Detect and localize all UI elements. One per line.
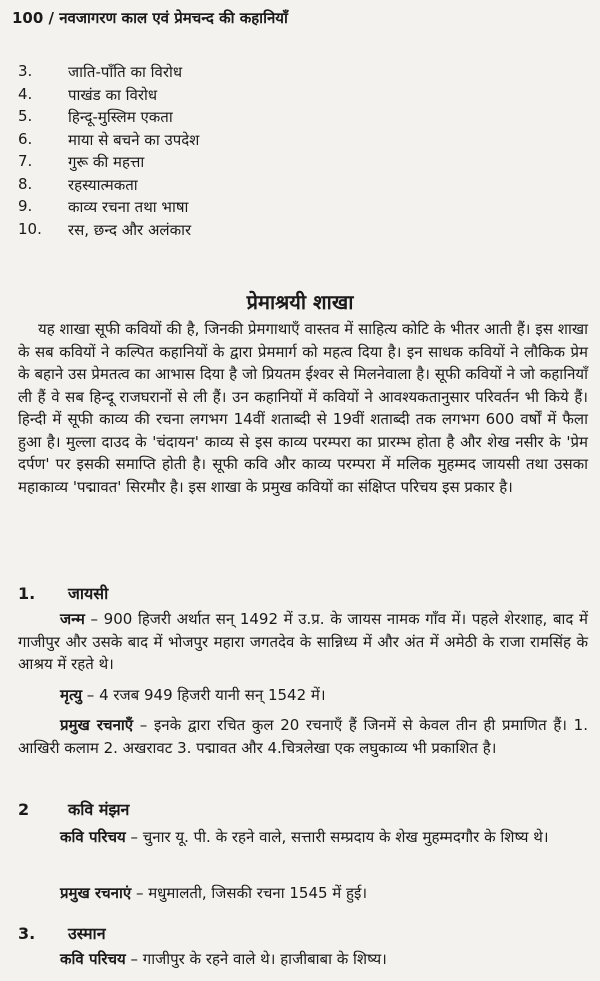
jayasi-heading: 1. जायसी [18,584,109,603]
list-item-text: माया से बचने का उपदेश [68,130,200,149]
list-item-text: जाति-पाँति का विरोध [68,63,183,81]
list-item-number: 10. [18,219,42,238]
list-item [18,85,199,108]
list-item-number: 4. [18,84,33,103]
list-item [18,197,199,220]
list-item-number: 9. [18,197,33,215]
list-item-text: हिन्दू-मुस्लिम एकता [68,108,173,126]
list-item-number: 3. [18,62,33,80]
usman-intro: कवि परिचय – गाजीपुर के रहने वाले थे। हाजीबाबा के शिष्य। [60,950,387,968]
page-header: 100 / नवजागरण काल एवं प्रेमचन्द की कहानियाँ [12,9,288,27]
list-item [18,175,199,198]
usman-heading: 3. उस्मान [18,924,106,943]
jayasi-death: मृत्यु – 4 रजब 949 हिजरी यानी सन् 1542 में। [60,686,326,704]
jayasi-birth: जन्म – 900 हिजरी अर्थात सन् 1492 में उ.प्र. के जायस नामक गाँव में। पहले शेरशाह, बाद में गाजीपुर और उसके बाद में भोजपुर महारा जगतदेव के सान्निध्य में और अंत में अमेठी के राजा रामसिंह के आश्रय में रहते थे। [18,610,588,673]
list-item-number: 8. [18,174,33,193]
jayasi-works: प्रमुख रचनाएँ – इनके द्वारा रचित कुल 20 रचनाएँ हैं जिनमें से केवल तीन ही प्रमाणित हैं। 1. आखिरी कलाम 2. अखरावट 3. पद्मावत और 4.चित्रलेखा एक लघुकाव्य भी प्रकाशित है। [18,716,588,757]
list-item [18,130,199,153]
list-item [18,107,199,130]
list-item-number: 7. [18,152,33,170]
manjhan-works: प्रमुख रचनाएं – मधुमालती, जिसकी रचना 1545 में हुई। [60,884,368,902]
manjhan-intro: कवि परिचय – चुनार यू. पी. के रहने वाले, सत्तारी सम्प्रदाय के शेख मुहम्मदगौर के शिष्य थे। [60,828,549,846]
list-item [18,220,199,243]
features-list [18,62,199,242]
intro-paragraph: यह शाखा सूफी कवियों की है, जिनकी प्रेमगाथाएँ वास्तव में साहित्य कोटि के भीतर आती हैं। इस शाखा के सब कवियों ने कल्पित कहानियों के द्वारा प्रेममार्ग को महत्व दिया है। इन साधक कवियों ने लौकिक प्रेम के बहाने उस प्रेमतत्व का आभास दिया है जो प्रियतम ईश्वर से मिलनेवाला है। सूफी कवियों ने जो कहानियाँ ली हैं वे सब हिन्दू राजघरानों से ली हैं। उन कहानियों में कवियों ने आवश्यकतानुसार परिवर्तन भी किये हैं। हिन्दी में सूफी काव्य की रचना लगभग 14वीं शताब्दी से 19वीं शताब्दी तक लगभग 600 वर्षों में फैला हुआ है। मुल्ला दाउद के 'चंदायन' काव्य से इस काव्य परम्परा का प्रारम्भ होता है और शेख नसीर के 'प्रेम दर्पण' पर इसकी समाप्ति होती है। सूफी कवि और काव्य परम्परा में मलिक मुहम्मद जायसी तथा उसका महाकाव्य 'पद्मावत' सिरमौर है। इस शाखा के प्रमुख कवियों का संक्षिप्त परिचय इस प्रकार है। [18,320,588,496]
list-item [18,62,199,85]
list-item-text: रहस्यात्मकता [68,175,138,194]
manjhan-heading: 2 कवि मंझन [18,800,130,819]
list-item-number: 6. [18,129,33,148]
list-item-number: 5. [18,107,33,125]
list-item-text: रस, छन्द और अलंकार [68,220,192,239]
list-item-text: काव्य रचना तथा भाषा [68,198,189,216]
list-item-text: पाखंड का विरोध [68,85,158,104]
section-title: प्रेमाश्रयी शाखा [246,290,354,314]
list-item [18,152,199,175]
list-item-text: गुरू की महत्ता [68,153,145,171]
